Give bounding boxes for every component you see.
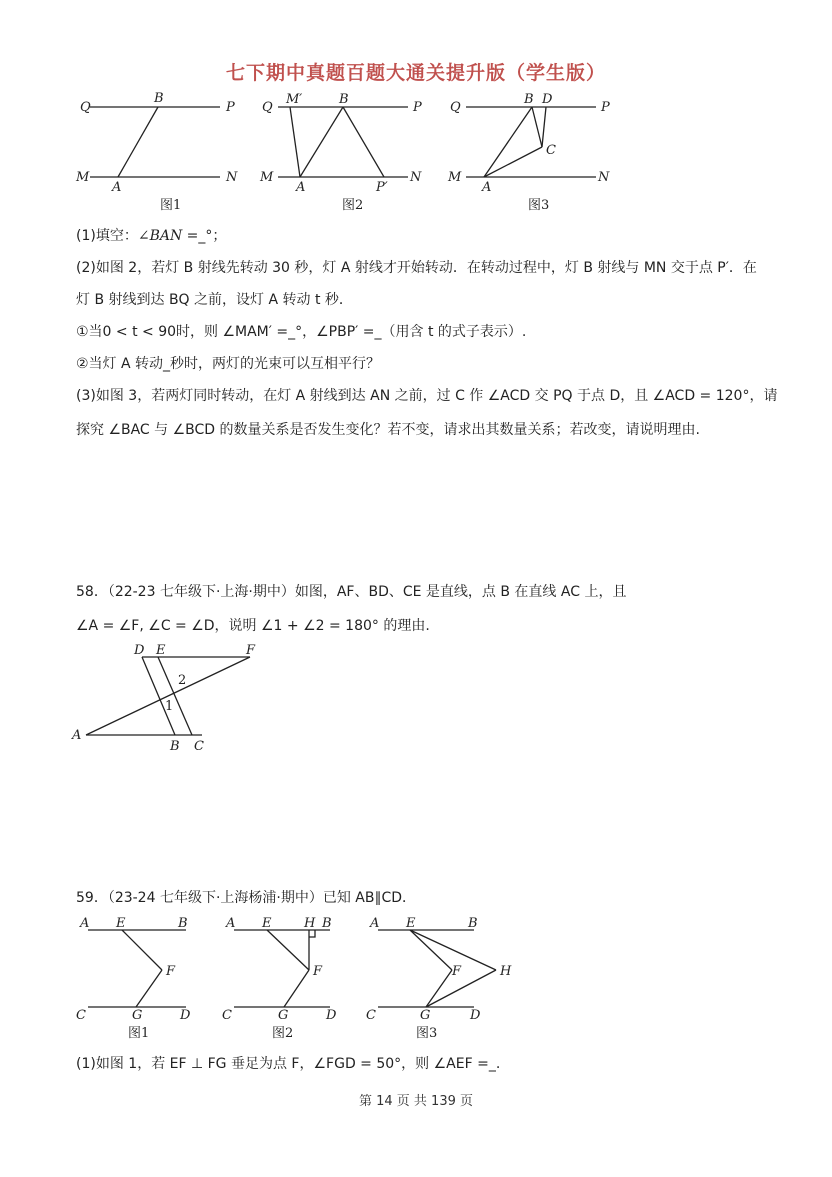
label-n: N xyxy=(598,170,610,185)
label-c: C xyxy=(222,1008,232,1023)
label-g: G xyxy=(420,1008,431,1023)
label-c: C xyxy=(546,143,556,158)
label-h: H xyxy=(500,964,512,979)
q58-line1: 58．（22-23 七年级下·上海·期中）如图，AF、BD、CE 是直线，点 B 在直线 AC 上，且 xyxy=(76,584,627,600)
label-h: H xyxy=(304,916,316,931)
label-e: E xyxy=(156,643,166,658)
label-d: D xyxy=(180,1008,191,1023)
label-a: A xyxy=(296,180,306,195)
label-n: N xyxy=(410,170,422,185)
label-b: B xyxy=(524,92,534,107)
label-m-prime: M′ xyxy=(286,92,303,107)
label-m: M xyxy=(260,170,274,185)
label-e: E xyxy=(262,916,272,931)
caption-59-fig3: 图3 xyxy=(416,1026,438,1041)
label-m: M xyxy=(448,170,462,185)
q57-part2-sub1: ①当0 < t < 90时，则 ∠MAM′ =_°，∠PBP′ =_（用含 t 的式子表示）. xyxy=(76,324,527,340)
label-a: A xyxy=(226,916,236,931)
label-c: C xyxy=(194,739,204,754)
label-f: F xyxy=(313,964,323,979)
label-g: G xyxy=(278,1008,289,1023)
label-a: A xyxy=(482,180,492,195)
figure-59-2 xyxy=(222,915,362,1045)
caption-59-fig2: 图2 xyxy=(272,1026,294,1041)
q57-part1-post: =_°； xyxy=(182,228,227,244)
label-p-prime: P′ xyxy=(376,180,388,195)
label-q: Q xyxy=(450,100,461,115)
page-footer: 第 14 页 共 139 页 xyxy=(358,1094,474,1109)
label-q: Q xyxy=(80,100,91,115)
label-p: P xyxy=(601,100,610,115)
label-a: A xyxy=(370,916,380,931)
q57-part1-math: ∠BAN xyxy=(137,228,183,244)
caption-fig2: 图2 xyxy=(342,198,364,213)
label-b: B xyxy=(154,91,164,106)
label-n: N xyxy=(226,170,238,185)
label-g: G xyxy=(132,1008,143,1023)
label-m: M xyxy=(76,170,90,185)
figure-59-3 xyxy=(364,915,524,1045)
label-b: B xyxy=(178,916,188,931)
label-d: D xyxy=(134,643,145,658)
label-c: C xyxy=(76,1008,86,1023)
figure-57-2 xyxy=(258,92,438,217)
label-b: B xyxy=(468,916,478,931)
label-angle-2: 2 xyxy=(178,673,187,688)
label-d: D xyxy=(470,1008,481,1023)
label-b: B xyxy=(170,739,180,754)
q57-part2-sub2: ②当灯 A 转动_秒时，两灯的光束可以互相平行？ xyxy=(76,356,381,372)
q59-line1: 59．（23-24 七年级下·上海杨浦·期中）已知 AB∥CD． xyxy=(76,890,417,906)
label-e: E xyxy=(116,916,126,931)
q57-part2-line2: 灯 B 射线到达 BQ 之前，设灯 A 转动 t 秒． xyxy=(76,292,353,308)
q57-part3-line2: 探究 ∠BAC 与 ∠BCD 的数量关系是否发生变化？若不变，请求出其数量关系；若改变，请说明理由. xyxy=(76,422,700,438)
label-b: B xyxy=(339,92,349,107)
caption-fig3: 图3 xyxy=(528,198,550,213)
label-d: D xyxy=(326,1008,337,1023)
q57-part1 xyxy=(76,226,226,246)
label-a: A xyxy=(72,728,82,743)
caption-59-fig1: 图1 xyxy=(128,1026,150,1041)
figure-57-3 xyxy=(446,92,626,217)
figure-57-1 xyxy=(70,92,250,217)
q57-part3-line1: (3)如图 3，若两灯同时转动，在灯 A 射线到达 AN 之前，过 C 作 ∠ACD 交 PQ 于点 D，且 ∠ACD = 120°，请 xyxy=(76,388,778,404)
label-d: D xyxy=(542,92,553,107)
q57-part2-line1: (2)如图 2，若灯 B 射线先转动 30 秒，灯 A 射线才开始转动．在转动过程中，灯 B 射线与 MN 交于点 P′．在 xyxy=(76,260,757,276)
q57-part1-pre: (1)填空： xyxy=(76,228,138,244)
label-b: B xyxy=(322,916,332,931)
label-angle-1: 1 xyxy=(165,699,174,714)
label-f: F xyxy=(166,964,176,979)
label-p: P xyxy=(226,100,235,115)
label-q: Q xyxy=(262,100,273,115)
label-f: F xyxy=(452,964,462,979)
label-a: A xyxy=(112,180,122,195)
label-p: P xyxy=(413,100,422,115)
q58-line2: ∠A = ∠F, ∠C = ∠D，说明 ∠1 + ∠2 = 180° 的理由. xyxy=(76,618,430,634)
figure-58 xyxy=(70,640,290,755)
document-title: 七下期中真题百题大通关提升版（学生版） xyxy=(225,62,606,84)
label-e: E xyxy=(406,916,416,931)
figure-59-1 xyxy=(70,915,210,1045)
label-a: A xyxy=(80,916,90,931)
label-c: C xyxy=(366,1008,376,1023)
q59-part1: (1)如图 1，若 EF ⊥ FG 垂足为点 F，∠FGD = 50°，则 ∠AEF =_. xyxy=(76,1056,501,1072)
caption-fig1: 图1 xyxy=(160,198,182,213)
label-f: F xyxy=(246,643,256,658)
